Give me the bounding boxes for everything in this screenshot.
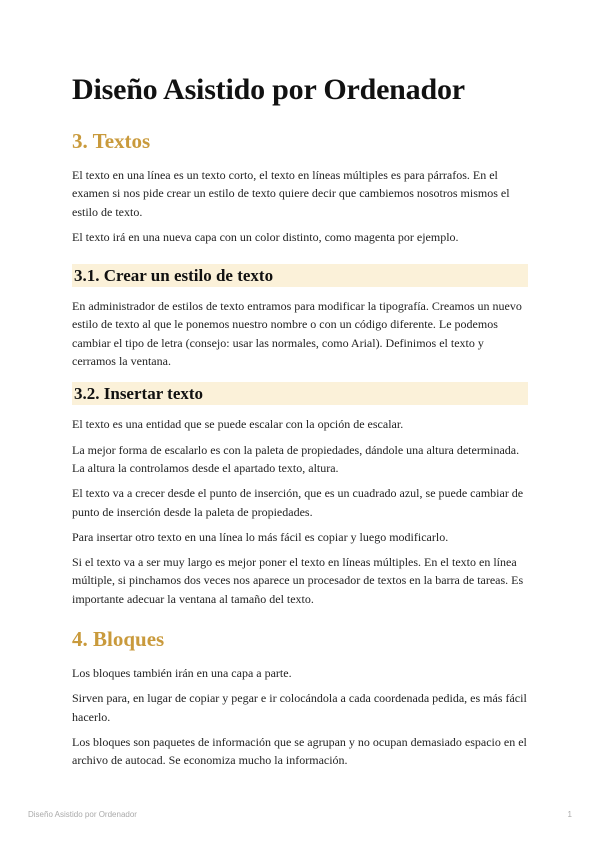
- section-textos: [72, 128, 528, 246]
- paragraph: Los bloques también irán en una capa a parte.: [72, 666, 292, 681]
- page-content: [72, 72, 528, 788]
- paragraph: El texto irá en una nueva capa con un color distinto, como magenta por ejemplo.: [72, 229, 459, 244]
- section-bloques: [72, 626, 528, 769]
- paragraph: Los bloques son paquetes de información que se agrupan y no ocupan demasiado espacio en el archivo de autocad. Se economiza mucho la información.: [72, 734, 527, 768]
- paragraph: Sirven para, en lugar de copiar y pegar e ir colocándola a cada coordenada pedida, es más fácil hacerlo.: [72, 691, 527, 724]
- footer-title: Diseño Asistido por Ordenador: [28, 810, 137, 819]
- subsection-insertar-texto: [72, 382, 528, 608]
- document-title: Diseño Asistido por Ordenador: [72, 73, 465, 106]
- section-heading-bloques: 4. Bloques: [72, 627, 165, 652]
- paragraph: Si el texto va a ser muy largo es mejor poner el texto en líneas múltiples. En el texto en línea múltiple, si pinchamos dos veces nos aparece un procesador de textos en la barra de tareas. Es importante adecuar la ventana al tamaño del texto.: [72, 555, 524, 606]
- paragraph: Para insertar otro texto en una línea lo más fácil es copiar y luego modificarlo.: [72, 529, 449, 544]
- paragraph: El texto en una línea es un texto corto, el texto en líneas múltiples es para párrafos. En el examen si nos pide crear un estilo de texto quiere decir que cambiemos nosotros mismos el estilo de texto.: [72, 168, 510, 219]
- paragraph: El texto va a crecer desde el punto de inserción, que es un cuadrado azul, se puede cambiar de punto de inserción desde la paleta de propiedades.: [72, 486, 524, 519]
- subsection-heading-insertar-texto: 3.2. Insertar texto: [72, 382, 528, 405]
- paragraph: En administrador de estilos de texto entramos para modificar la tipografía. Creamos un nuevo estilo de texto al que le ponemos nuestro nombre o con un código diferente. Le podemos cambiar el tipo de letra (consejo: usar las normales, como Arial). Definimos el texto y cerramos la ventana.: [72, 299, 522, 369]
- section-heading-textos: 3. Textos: [72, 129, 151, 153]
- paragraph: La mejor forma de escalarlo es con la paleta de propiedades, dándole una altura determinada. La altura la controlamos desde el apartado texto, altura.: [72, 442, 520, 475]
- paragraph: El texto es una entidad que se puede escalar con la opción de escalar.: [72, 417, 404, 432]
- page-footer: [28, 810, 572, 819]
- subsection-heading-crear-estilo: 3.1. Crear un estilo de texto: [72, 264, 528, 287]
- page-number: 1: [567, 810, 572, 819]
- subsection-crear-estilo: [72, 264, 528, 370]
